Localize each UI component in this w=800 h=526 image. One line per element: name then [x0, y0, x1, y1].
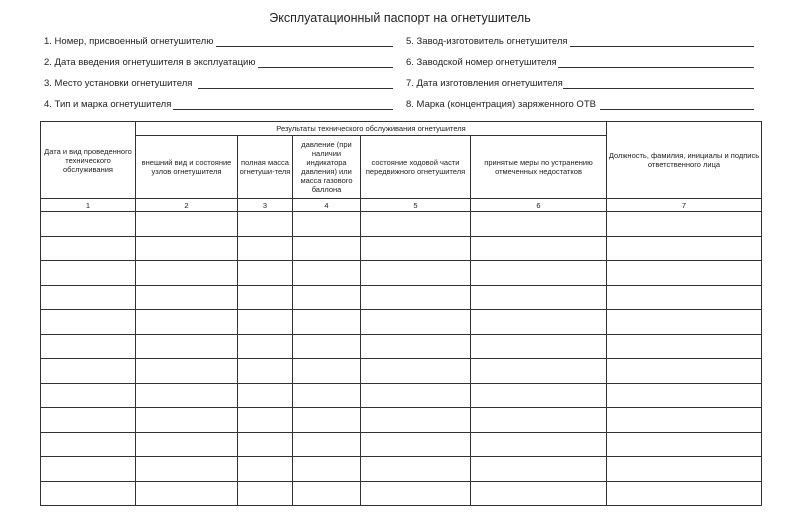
table-row: [41, 359, 762, 384]
table-row: [41, 285, 762, 310]
table-cell[interactable]: [238, 261, 293, 286]
table-cell[interactable]: [136, 261, 238, 286]
table-cell[interactable]: [361, 481, 471, 506]
page-title: Эксплуатационный паспорт на огнетушитель: [269, 11, 531, 25]
table-cell[interactable]: [293, 457, 361, 482]
field-manufacturer: 5. Завод-изготовитель огнетушителя: [406, 36, 568, 47]
table-cell[interactable]: [136, 408, 238, 433]
table-cell[interactable]: [293, 310, 361, 335]
table-cell[interactable]: [293, 285, 361, 310]
field-manufacture-date-line[interactable]: [563, 88, 754, 89]
table-cell[interactable]: [238, 481, 293, 506]
column-number: 2: [136, 199, 238, 212]
table-cell[interactable]: [238, 310, 293, 335]
field-agent-brand: 8. Марка (концентрация) заряженного ОТВ: [406, 99, 596, 110]
column-number: 3: [238, 199, 293, 212]
table-cell[interactable]: [607, 310, 762, 335]
field-manufacture-date: 7. Дата изготовления огнетушителя: [406, 78, 563, 89]
header-running-gear: состояние ходовой части передвижного огнетушителя: [361, 136, 471, 199]
table-cell[interactable]: [471, 359, 607, 384]
table-cell[interactable]: [238, 383, 293, 408]
table-cell[interactable]: [607, 212, 762, 237]
table-cell[interactable]: [607, 359, 762, 384]
table-cell[interactable]: [361, 457, 471, 482]
table-cell[interactable]: [293, 261, 361, 286]
field-serial-number-line[interactable]: [558, 67, 754, 68]
column-number: 1: [41, 199, 136, 212]
table-cell[interactable]: [293, 432, 361, 457]
header-measures: принятые меры по устранению отмеченных недостатков: [471, 136, 607, 199]
table-cell[interactable]: [361, 212, 471, 237]
table-cell[interactable]: [293, 212, 361, 237]
table-cell[interactable]: [471, 212, 607, 237]
field-type-brand-line[interactable]: [173, 109, 393, 110]
table-cell[interactable]: [136, 359, 238, 384]
table-cell[interactable]: [41, 481, 136, 506]
table-cell[interactable]: [361, 310, 471, 335]
field-install-location: 3. Место установки огнетушителя: [44, 78, 193, 89]
table-row: [41, 457, 762, 482]
table-cell[interactable]: [293, 359, 361, 384]
table-cell[interactable]: [238, 212, 293, 237]
table-row: [41, 310, 762, 335]
table-cell[interactable]: [607, 457, 762, 482]
table-cell[interactable]: [136, 334, 238, 359]
table-cell[interactable]: [471, 334, 607, 359]
table-row: [41, 261, 762, 286]
table-cell[interactable]: [471, 457, 607, 482]
table-cell[interactable]: [607, 261, 762, 286]
table-cell[interactable]: [238, 236, 293, 261]
table-cell[interactable]: [293, 334, 361, 359]
header-pressure: давление (при наличии индикатора давления) или масса газового баллона: [293, 136, 361, 199]
field-commissioning-date-line[interactable]: [258, 67, 393, 68]
table-row: [41, 408, 762, 433]
field-type-brand: 4. Тип и марка огнетушителя: [44, 99, 172, 110]
table-cell[interactable]: [41, 212, 136, 237]
column-number-row: [41, 199, 762, 212]
table-row: [41, 212, 762, 237]
table-cell[interactable]: [136, 432, 238, 457]
table-cell[interactable]: [361, 236, 471, 261]
table-cell[interactable]: [361, 408, 471, 433]
table-cell[interactable]: [238, 285, 293, 310]
table-cell[interactable]: [136, 236, 238, 261]
table-cell[interactable]: [41, 359, 136, 384]
table-cell[interactable]: [471, 261, 607, 286]
header-date-type: Дата и вид проведенного технического обслуживания: [41, 122, 136, 199]
field-manufacturer-line[interactable]: [570, 46, 754, 47]
table-cell[interactable]: [41, 457, 136, 482]
table-cell[interactable]: [238, 432, 293, 457]
table-cell[interactable]: [41, 432, 136, 457]
table-cell[interactable]: [136, 383, 238, 408]
column-number: 4: [293, 199, 361, 212]
table-cell[interactable]: [238, 457, 293, 482]
table-cell[interactable]: [471, 236, 607, 261]
header-results-group: Результаты технического обслуживания огнетушителя: [136, 122, 607, 136]
table-cell[interactable]: [607, 432, 762, 457]
header-responsible-person: Должность, фамилия, инициалы и подпись ответственного лица: [607, 122, 762, 199]
table-cell[interactable]: [471, 481, 607, 506]
table-cell[interactable]: [41, 310, 136, 335]
column-number: 5: [361, 199, 471, 212]
table-cell[interactable]: [471, 432, 607, 457]
column-number: 6: [471, 199, 607, 212]
table-cell[interactable]: [471, 383, 607, 408]
table-cell[interactable]: [471, 408, 607, 433]
table-cell[interactable]: [607, 334, 762, 359]
table-cell[interactable]: [41, 334, 136, 359]
table-row: [41, 432, 762, 457]
table-cell[interactable]: [238, 408, 293, 433]
table-cell[interactable]: [41, 261, 136, 286]
table-cell[interactable]: [607, 481, 762, 506]
table-row: [41, 334, 762, 359]
table-cell[interactable]: [136, 481, 238, 506]
table-cell[interactable]: [293, 408, 361, 433]
header-appearance: внешний вид и состояние узлов огнетушителя: [136, 136, 238, 199]
table-row: [41, 236, 762, 261]
column-number: 7: [607, 199, 762, 212]
table-cell[interactable]: [136, 285, 238, 310]
table-cell[interactable]: [238, 359, 293, 384]
table-cell[interactable]: [293, 481, 361, 506]
table-cell[interactable]: [361, 285, 471, 310]
table-cell[interactable]: [136, 310, 238, 335]
table-cell[interactable]: [361, 334, 471, 359]
table-cell[interactable]: [136, 212, 238, 237]
table-cell[interactable]: [136, 457, 238, 482]
table-cell[interactable]: [41, 236, 136, 261]
table-cell[interactable]: [41, 383, 136, 408]
field-serial-number: 6. Заводской номер огнетушителя: [406, 57, 557, 68]
field-extinguisher-number: 1. Номер, присвоенный огнетушителю: [44, 36, 214, 47]
field-extinguisher-number-line[interactable]: [216, 46, 393, 47]
header-full-mass: полная масса огнетуши-теля: [238, 136, 293, 199]
field-agent-brand-line[interactable]: [600, 109, 754, 110]
table-cell[interactable]: [293, 383, 361, 408]
table-cell[interactable]: [361, 432, 471, 457]
table-cell[interactable]: [238, 334, 293, 359]
table-row: [41, 383, 762, 408]
table-cell[interactable]: [607, 236, 762, 261]
table-cell[interactable]: [471, 285, 607, 310]
table-cell[interactable]: [41, 408, 136, 433]
table-cell[interactable]: [607, 408, 762, 433]
table-cell[interactable]: [41, 285, 136, 310]
table-cell[interactable]: [361, 261, 471, 286]
table-row: [41, 481, 762, 506]
table-cell[interactable]: [361, 383, 471, 408]
maintenance-log-table: [40, 121, 762, 506]
table-cell[interactable]: [607, 383, 762, 408]
table-cell[interactable]: [293, 236, 361, 261]
field-commissioning-date: 2. Дата введения огнетушителя в эксплуатацию: [44, 57, 256, 68]
table-cell[interactable]: [471, 310, 607, 335]
table-cell[interactable]: [361, 359, 471, 384]
table-cell[interactable]: [607, 285, 762, 310]
field-install-location-line[interactable]: [198, 88, 393, 89]
